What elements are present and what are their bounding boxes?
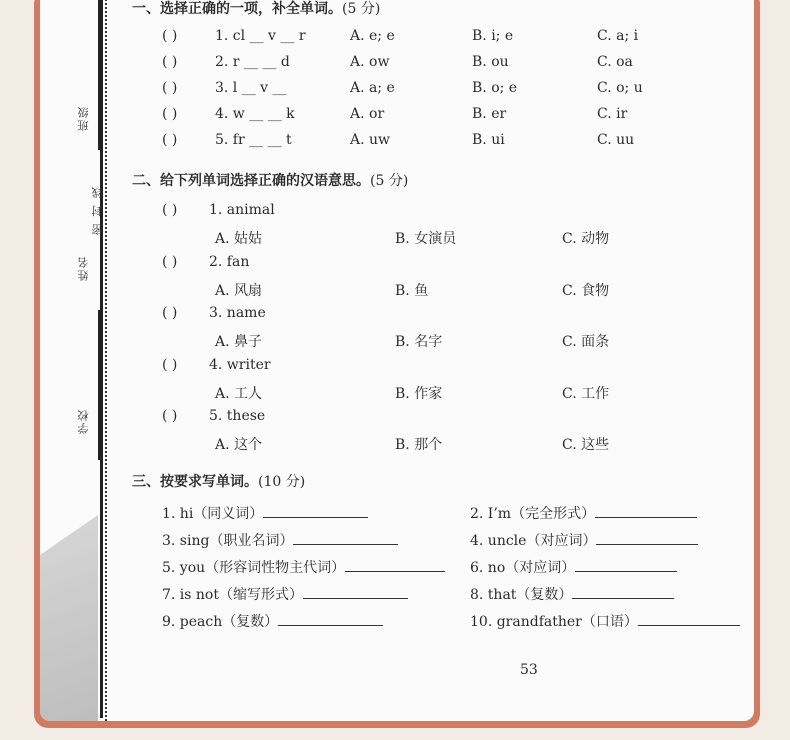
write-item (470, 503, 595, 523)
write-item (162, 611, 278, 631)
school-blank-line (98, 310, 100, 460)
worksheet-page (40, 0, 754, 721)
option-a: A. 姑姑 (215, 231, 263, 247)
write-item (162, 503, 263, 523)
section1-score: (5 分) (342, 1, 381, 17)
option-b: B. er (472, 106, 507, 122)
answer-blank[interactable] (345, 557, 445, 572)
option-c: C. 工作 (562, 386, 610, 402)
section2-options (132, 383, 732, 405)
question-stem: 2. r __ __ d (215, 54, 290, 70)
answer-paren[interactable]: ( ) (162, 357, 178, 373)
section2-options (132, 228, 732, 250)
write-item (162, 584, 303, 604)
write-item-text: 3. sing（职业名词） (162, 533, 294, 549)
answer-blank[interactable] (278, 611, 383, 626)
section3-row (132, 503, 732, 525)
write-item (162, 530, 293, 550)
option-b: B. ui (472, 132, 505, 148)
answer-paren[interactable]: ( ) (162, 28, 178, 44)
option-a: A. e; e (350, 28, 395, 44)
option-a: A. or (350, 106, 385, 122)
answer-blank[interactable] (595, 503, 697, 518)
question-stem: 5. these (209, 408, 266, 424)
write-item (470, 557, 575, 577)
worksheet-content (132, 0, 752, 721)
write-item (470, 530, 596, 550)
option-a: A. 这个 (215, 437, 263, 453)
option-c: C. ir (597, 106, 628, 122)
school-label: 学校 (77, 408, 90, 434)
section1-question (132, 28, 732, 50)
page-number: 53 (520, 662, 538, 678)
write-item-text: 7. is not（缩写形式） (162, 587, 303, 603)
section2-question (132, 254, 732, 276)
section1-question (132, 80, 732, 102)
write-item (470, 611, 638, 631)
answer-blank[interactable] (303, 584, 408, 599)
answer-paren[interactable]: ( ) (162, 202, 178, 218)
option-b: B. 那个 (395, 437, 443, 453)
answer-paren[interactable]: ( ) (162, 408, 178, 424)
answer-blank[interactable] (596, 530, 698, 545)
section2-options (132, 434, 732, 456)
section2-question (132, 357, 732, 379)
section3-row (132, 557, 732, 579)
class-blank-line (98, 0, 100, 150)
option-a: A. ow (350, 54, 390, 70)
option-c: C. 食物 (562, 283, 610, 299)
section2-question (132, 305, 732, 327)
option-a: A. a; e (350, 80, 395, 96)
section2-score: (5 分) (370, 173, 409, 189)
option-a: A. uw (350, 132, 391, 148)
answer-paren[interactable]: ( ) (162, 80, 178, 96)
section1-question (132, 132, 732, 154)
write-item-text: 6. no（对应词） (470, 560, 576, 576)
option-b: B. 女演员 (395, 231, 457, 247)
option-b: B. 作家 (395, 386, 443, 402)
section2-options (132, 280, 732, 302)
write-item-text: 1. hi（同义词） (162, 506, 264, 522)
option-c: C. a; i (597, 28, 639, 44)
question-stem: 1. animal (209, 202, 275, 218)
option-b: B. o; e (472, 80, 518, 96)
section1-question (132, 106, 732, 128)
answer-paren[interactable]: ( ) (162, 54, 178, 70)
option-a: A. 鼻子 (215, 334, 263, 350)
question-stem: 5. fr __ __ t (215, 132, 292, 148)
write-item-text: 4. uncle（对应词） (470, 533, 597, 549)
binding-margin (40, 0, 110, 721)
answer-paren[interactable]: ( ) (162, 305, 178, 321)
answer-paren[interactable]: ( ) (162, 254, 178, 270)
answer-paren[interactable]: ( ) (162, 106, 178, 122)
answer-paren[interactable]: ( ) (162, 132, 178, 148)
answer-blank[interactable] (572, 584, 674, 599)
page-fold-shadow (40, 515, 98, 721)
section1-question (132, 54, 732, 76)
seal-line-label: 密 封 线 (91, 185, 104, 235)
write-item-text: 2. I’m（完全形式） (470, 506, 596, 522)
option-a: A. 风扇 (215, 283, 263, 299)
write-item-text: 8. that（复数） (470, 587, 573, 603)
option-a: A. 工人 (215, 386, 263, 402)
write-item-text: 9. peach（复数） (162, 614, 279, 630)
answer-blank[interactable] (638, 611, 740, 626)
answer-blank[interactable] (293, 530, 398, 545)
name-label: 姓名 (77, 255, 90, 281)
answer-blank[interactable] (263, 503, 368, 518)
option-b: B. ou (472, 54, 509, 70)
write-item-text: 10. grandfather（口语） (470, 614, 638, 630)
section2-question (132, 408, 732, 430)
option-c: C. 面条 (562, 334, 610, 350)
section2-title (132, 170, 408, 190)
option-c: C. o; u (597, 80, 643, 96)
answer-blank[interactable] (575, 557, 677, 572)
section3-row (132, 530, 732, 552)
option-b: B. 名字 (395, 334, 443, 350)
binding-dotted-line (105, 0, 107, 721)
section3-row (132, 611, 732, 633)
class-label: 班级 (77, 105, 90, 131)
section2-title-text: 二、给下列单词选择正确的汉语意思。 (132, 173, 370, 189)
option-c: C. oa (597, 54, 633, 70)
write-item (470, 584, 572, 604)
section3-title-text: 三、按要求写单词。 (132, 474, 258, 490)
section2-options (132, 331, 732, 353)
option-c: C. 这些 (562, 437, 610, 453)
write-item (162, 557, 345, 577)
write-item-text: 5. you（形容词性物主代词） (162, 560, 346, 576)
question-stem: 1. cl __ v __ r (215, 28, 306, 44)
binding-line (100, 0, 103, 718)
section1-title (132, 0, 380, 18)
question-stem: 2. fan (209, 254, 250, 270)
section3-title (132, 471, 305, 491)
option-c: C. 动物 (562, 231, 610, 247)
option-c: C. uu (597, 132, 635, 148)
question-stem: 3. name (209, 305, 266, 321)
option-b: B. 鱼 (395, 283, 429, 299)
section2-question (132, 202, 732, 224)
question-stem: 4. writer (209, 357, 271, 373)
section1-title-text: 一、选择正确的一项，补全单词。 (132, 1, 342, 17)
option-b: B. i; e (472, 28, 514, 44)
section3-score: (10 分) (258, 474, 306, 490)
section3-row (132, 584, 732, 606)
question-stem: 3. l __ v __ (215, 80, 287, 96)
question-stem: 4. w __ __ k (215, 106, 295, 122)
